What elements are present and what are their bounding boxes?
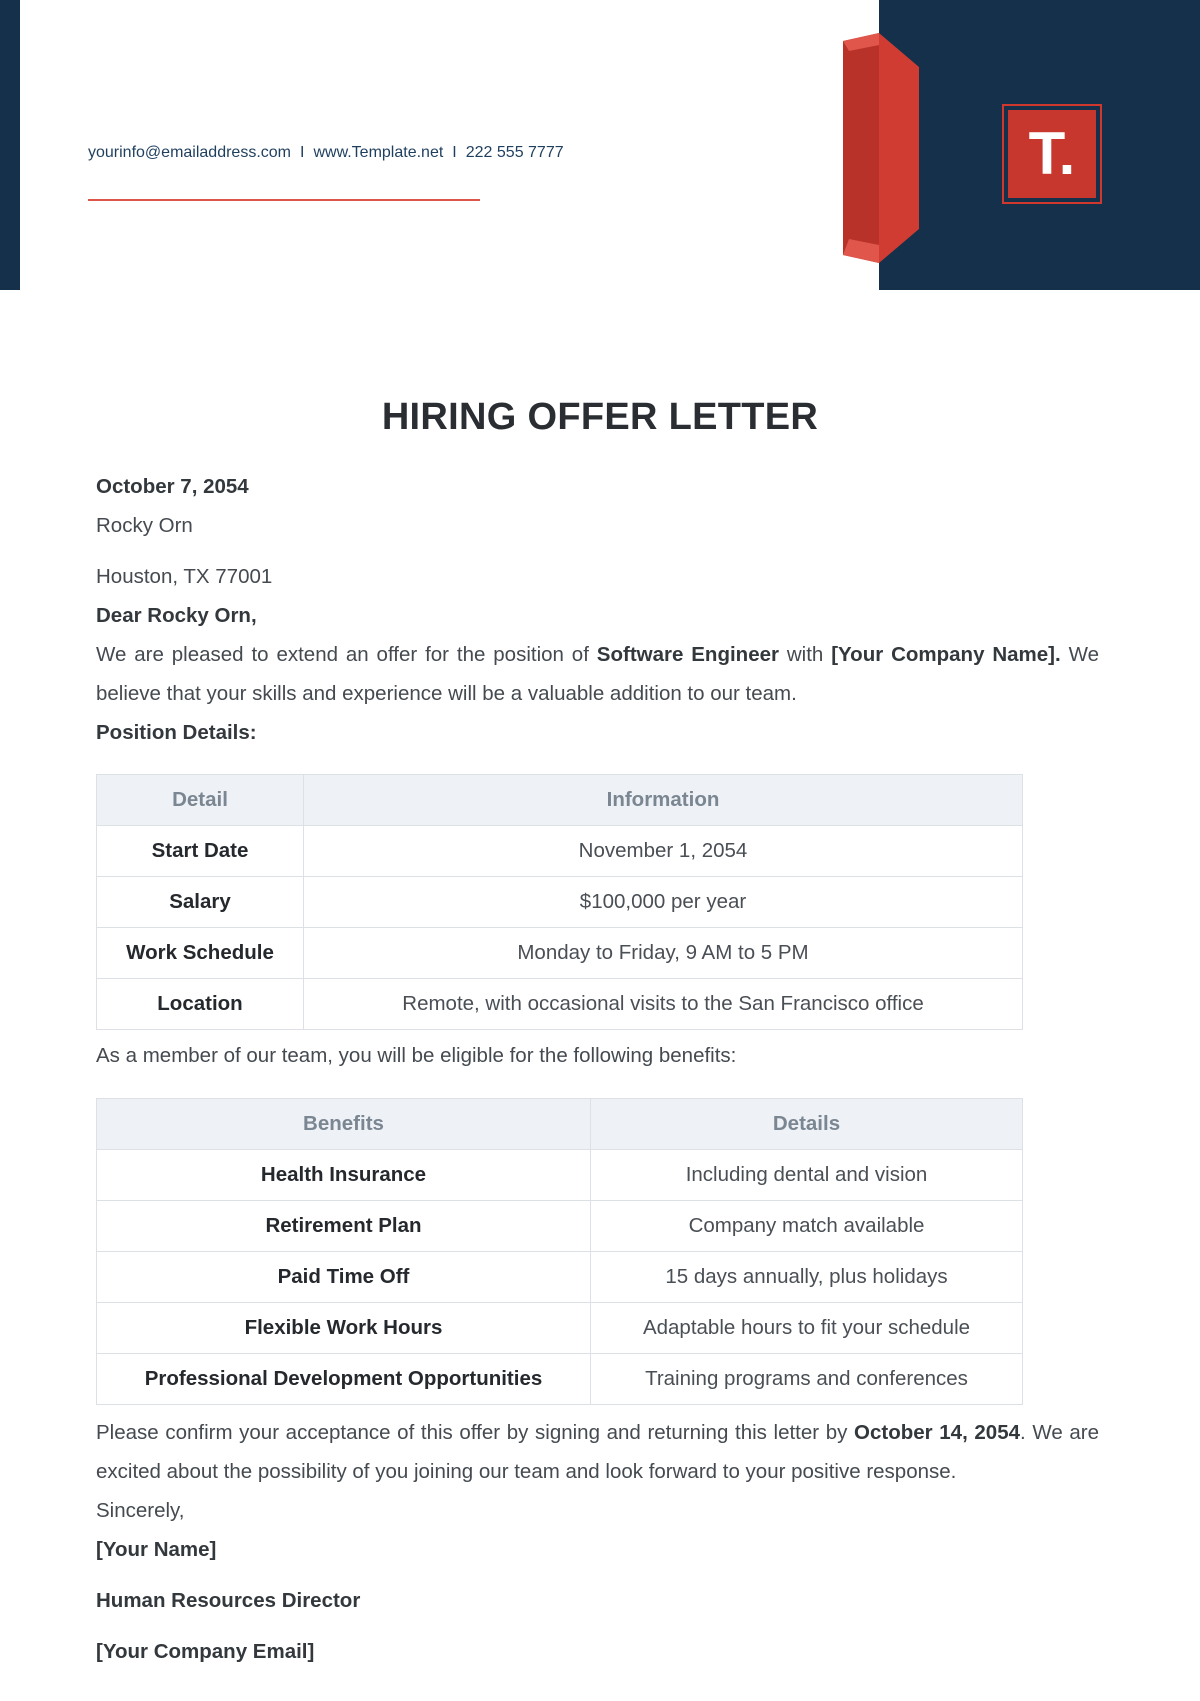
contact-phone: 222 555 7777 bbox=[465, 144, 564, 161]
detail-label: Salary bbox=[97, 877, 304, 928]
column-header: Information bbox=[304, 775, 1023, 826]
letter-title: HIRING OFFER LETTER bbox=[381, 396, 819, 438]
logo-letter: T. bbox=[1008, 110, 1096, 198]
sender-email: [Your Company Email] bbox=[96, 1640, 315, 1663]
contact-divider bbox=[88, 199, 480, 201]
benefit-name: Health Insurance bbox=[97, 1150, 591, 1201]
contact-separator: I bbox=[300, 144, 305, 161]
benefit-name: Flexible Work Hours bbox=[97, 1303, 591, 1354]
table-row bbox=[97, 1303, 1023, 1354]
benefit-name: Retirement Plan bbox=[97, 1201, 591, 1252]
contact-separator: I bbox=[452, 144, 457, 161]
intro-text: with bbox=[778, 643, 832, 666]
sender-title: Human Resources Director bbox=[96, 1589, 361, 1612]
sender-name: [Your Name] bbox=[96, 1538, 217, 1561]
letter-closing bbox=[96, 1413, 1099, 1671]
left-accent-bar bbox=[0, 0, 20, 290]
column-header: Detail bbox=[97, 775, 304, 826]
detail-value: Monday to Friday, 9 AM to 5 PM bbox=[304, 928, 1023, 979]
table-row bbox=[97, 1150, 1023, 1201]
contact-website: www.Template.net bbox=[313, 144, 444, 161]
detail-value: Remote, with occasional visits to the San Francisco office bbox=[304, 979, 1023, 1030]
benefit-detail: Including dental and vision bbox=[591, 1150, 1023, 1201]
table-row bbox=[97, 877, 1023, 928]
closing-text: Please confirm your acceptance of this offer by signing and returning this letter by bbox=[96, 1421, 855, 1444]
intro-text: We are pleased to extend an offer for the position of bbox=[96, 643, 597, 666]
closing-text: . We are excited about the possibility of you joining our team and look forward to your positive response. bbox=[96, 1421, 1099, 1483]
table-row bbox=[97, 928, 1023, 979]
benefit-detail: 15 days annually, plus holidays bbox=[591, 1252, 1023, 1303]
detail-label: Start Date bbox=[97, 826, 304, 877]
recipient-address: Houston, TX 77001 bbox=[96, 565, 273, 588]
benefit-name: Paid Time Off bbox=[97, 1252, 591, 1303]
benefits-intro: As a member of our team, you will be eligible for the following benefits: bbox=[96, 1044, 737, 1067]
contact-email: yourinfo@emailaddress.com bbox=[88, 144, 291, 161]
closing-paragraph bbox=[96, 1413, 1099, 1491]
red-ribbon-graphic bbox=[843, 33, 919, 263]
signoff: Sincerely, bbox=[96, 1499, 185, 1522]
company-name: [Your Company Name]. bbox=[831, 643, 1061, 666]
detail-value: November 1, 2054 bbox=[304, 826, 1023, 877]
benefit-name: Professional Development Opportunities bbox=[97, 1354, 591, 1405]
salutation: Dear Rocky Orn, bbox=[96, 604, 257, 627]
position-title: Software Engineer bbox=[596, 643, 779, 666]
recipient-name: Rocky Orn bbox=[96, 514, 193, 537]
table-row bbox=[97, 1252, 1023, 1303]
column-header: Details bbox=[591, 1099, 1023, 1150]
detail-value: $100,000 per year bbox=[304, 877, 1023, 928]
letter-opening bbox=[96, 467, 1099, 752]
detail-label: Location bbox=[97, 979, 304, 1030]
detail-label: Work Schedule bbox=[97, 928, 304, 979]
intro-paragraph bbox=[96, 635, 1099, 713]
company-logo bbox=[1002, 104, 1102, 204]
table-row bbox=[97, 1201, 1023, 1252]
benefits-table bbox=[96, 1098, 1023, 1405]
acceptance-deadline: October 14, 2054 bbox=[854, 1421, 1021, 1444]
table-row bbox=[97, 979, 1023, 1030]
column-header: Benefits bbox=[97, 1099, 591, 1150]
table-row bbox=[97, 826, 1023, 877]
contact-info bbox=[88, 144, 564, 162]
letter-date: October 7, 2054 bbox=[96, 475, 249, 498]
benefit-detail: Training programs and conferences bbox=[591, 1354, 1023, 1405]
position-details-heading: Position Details: bbox=[96, 721, 257, 744]
benefit-detail: Adaptable hours to fit your schedule bbox=[591, 1303, 1023, 1354]
table-header-row bbox=[97, 1099, 1023, 1150]
benefit-detail: Company match available bbox=[591, 1201, 1023, 1252]
table-row bbox=[97, 1354, 1023, 1405]
table-header-row bbox=[97, 775, 1023, 826]
position-details-table bbox=[96, 774, 1023, 1030]
intro-text: We believe that your skills and experience will be a valuable addition to our team. bbox=[96, 643, 1099, 705]
